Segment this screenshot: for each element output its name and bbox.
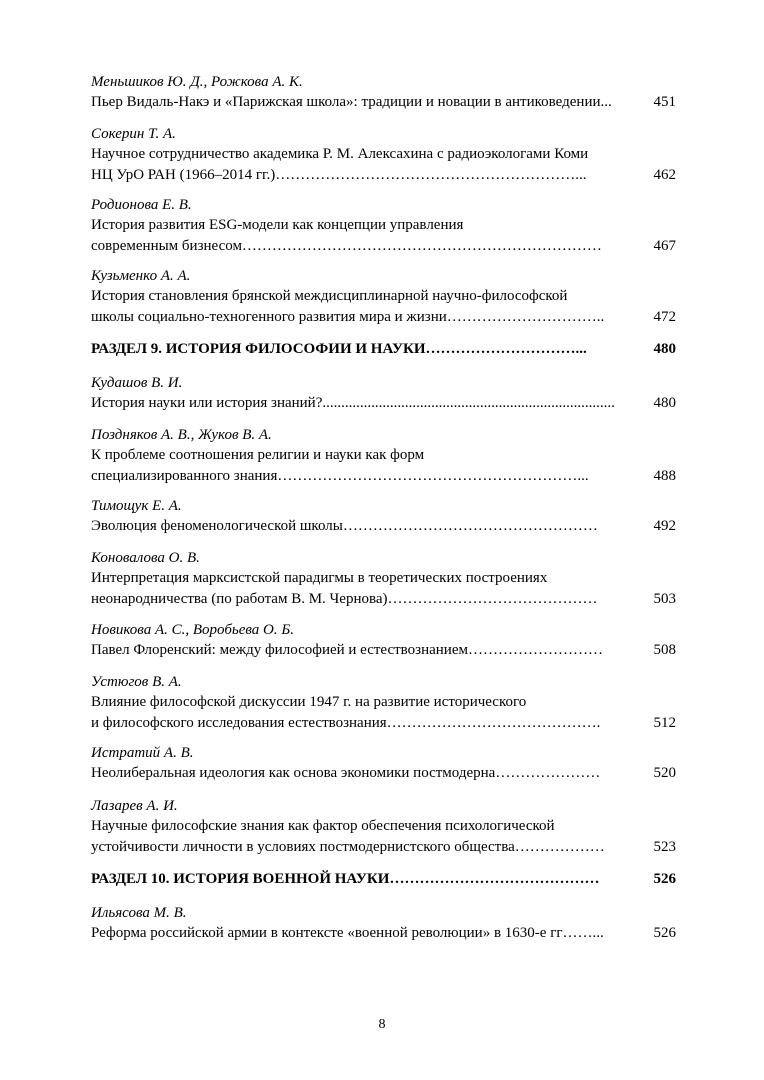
entry-title: Пьер Видаль-Накэ и «Парижская школа»: традиции и новации в антиковедении... xyxy=(91,94,612,110)
entry-title-line xyxy=(91,589,676,610)
entry-title: и философского исследования естествознания……………………………………. xyxy=(91,715,601,731)
entry-title: устойчивости личности в условиях постмодернистского общества……………… xyxy=(91,839,605,855)
entry-author: Кузьменко А. А. xyxy=(91,268,191,284)
entry-title-line xyxy=(91,692,676,713)
entry-title-line xyxy=(91,568,676,589)
entry-title: Эволюция феноменологической школы…………………………………………… xyxy=(91,518,598,534)
toc-entry xyxy=(91,124,676,186)
entry-author: Устюгов В. А. xyxy=(91,674,182,690)
toc-entry xyxy=(91,672,676,734)
entry-title: Научные философские знания как фактор обеспечения психологической xyxy=(91,818,555,834)
entry-title-line xyxy=(91,215,676,236)
entry-title: История становления брянской междисциплинарной научно-философской xyxy=(91,288,568,304)
entry-author: Меньшиков Ю. Д., Рожкова А. К. xyxy=(91,74,303,90)
section-heading xyxy=(91,869,676,890)
entry-title-line xyxy=(91,393,676,414)
entry-author: Истратий А. В. xyxy=(91,745,194,761)
entry-author: Родионова Е. В. xyxy=(91,197,192,213)
entry-title-line xyxy=(91,923,676,944)
entry-page-number: 526 xyxy=(653,925,676,941)
entry-author: Коновалова О. В. xyxy=(91,550,200,566)
section-title: РАЗДЕЛ 9. ИСТОРИЯ ФИЛОСОФИИ И НАУКИ…………………………... xyxy=(91,341,587,357)
toc-entry xyxy=(91,743,676,784)
entry-title: неонародничества (по работам В. М. Чернова)…………………………………… xyxy=(91,591,598,607)
entry-title: Неолиберальная идеология как основа экономики постмодерна………………… xyxy=(91,765,601,781)
toc-entry xyxy=(91,72,676,113)
toc-entry xyxy=(91,903,676,944)
section-title: РАЗДЕЛ 10. ИСТОРИЯ ВОЕННОЙ НАУКИ…………………………………… xyxy=(91,871,600,887)
entry-title-line xyxy=(91,640,676,661)
entry-title-line xyxy=(91,286,676,307)
entry-page-number: 512 xyxy=(653,715,676,731)
section-heading xyxy=(91,339,676,360)
entry-title-line xyxy=(91,713,676,734)
entry-title: современным бизнесом……………………………………………………………… xyxy=(91,238,602,254)
entry-title: Реформа российской армии в контексте «военной революции» в 1630-е гг……... xyxy=(91,925,604,941)
entry-page-number: 472 xyxy=(653,309,676,325)
toc-entry xyxy=(91,496,676,537)
entry-title: Интерпретация марксистской парадигмы в теоретических построениях xyxy=(91,570,548,586)
entry-title-line xyxy=(91,516,676,537)
entry-title-line xyxy=(91,466,676,487)
entry-title: Научное сотрудничество академика Р. М. Алексахина с радиоэкологами Коми xyxy=(91,146,589,162)
toc-entry xyxy=(91,796,676,858)
entry-author: Кудашов В. И. xyxy=(91,375,183,391)
entry-page-number: 462 xyxy=(653,167,676,183)
entry-title: К проблеме соотношения религии и науки как форм xyxy=(91,447,425,463)
entry-title-line xyxy=(91,816,676,837)
entry-page-number: 451 xyxy=(653,94,676,110)
entry-title: Влияние философской дискуссии 1947 г. на развитие исторического xyxy=(91,694,527,710)
entry-title-line xyxy=(91,837,676,858)
entry-page-number: 520 xyxy=(653,765,676,781)
entry-title: История науки или история знаний?.............................................................................. xyxy=(91,395,615,411)
page-number: 8 xyxy=(378,1017,386,1032)
entry-title-line xyxy=(91,144,676,165)
toc-entry xyxy=(91,266,676,328)
entry-title-line xyxy=(91,236,676,257)
entry-page-number: 480 xyxy=(653,395,676,411)
entry-author: Тимощук Е. А. xyxy=(91,498,182,514)
entry-page-number: 488 xyxy=(653,468,676,484)
section-page-number: 526 xyxy=(653,871,676,887)
entry-title: школы социально-техногенного развития мира и жизни………………………….. xyxy=(91,309,605,325)
entry-author: Сокерин Т. А. xyxy=(91,126,176,142)
section-page-number: 480 xyxy=(653,341,676,357)
entry-title: Павел Флоренский: между философией и естествознанием……………………… xyxy=(91,642,603,658)
entry-page-number: 492 xyxy=(653,518,676,534)
entry-page-number: 508 xyxy=(653,642,676,658)
entry-author: Лазарев А. И. xyxy=(91,798,178,814)
entry-author: Ильясова М. В. xyxy=(91,905,187,921)
toc-entry xyxy=(91,620,676,661)
toc-entry xyxy=(91,425,676,487)
entry-title-line xyxy=(91,165,676,186)
entry-title-line xyxy=(91,763,676,784)
entry-title-line xyxy=(91,307,676,328)
entry-page-number: 467 xyxy=(653,238,676,254)
entry-page-number: 503 xyxy=(653,591,676,607)
entry-page-number: 523 xyxy=(653,839,676,855)
entry-title-line xyxy=(91,445,676,466)
entry-title: НЦ УрО РАН (1966–2014 гг.)……………………………………………………... xyxy=(91,167,587,183)
entry-author: Поздняков А. В., Жуков В. А. xyxy=(91,427,272,443)
toc-entry xyxy=(91,195,676,257)
entry-title: специализированного знания……………………………………………………... xyxy=(91,468,589,484)
entry-title-line xyxy=(91,92,676,113)
toc-entry xyxy=(91,373,676,414)
entry-author: Новикова А. С., Воробьева О. Б. xyxy=(91,622,294,638)
toc-entry xyxy=(91,548,676,610)
entry-title: История развития ESG-модели как концепции управления xyxy=(91,217,464,233)
